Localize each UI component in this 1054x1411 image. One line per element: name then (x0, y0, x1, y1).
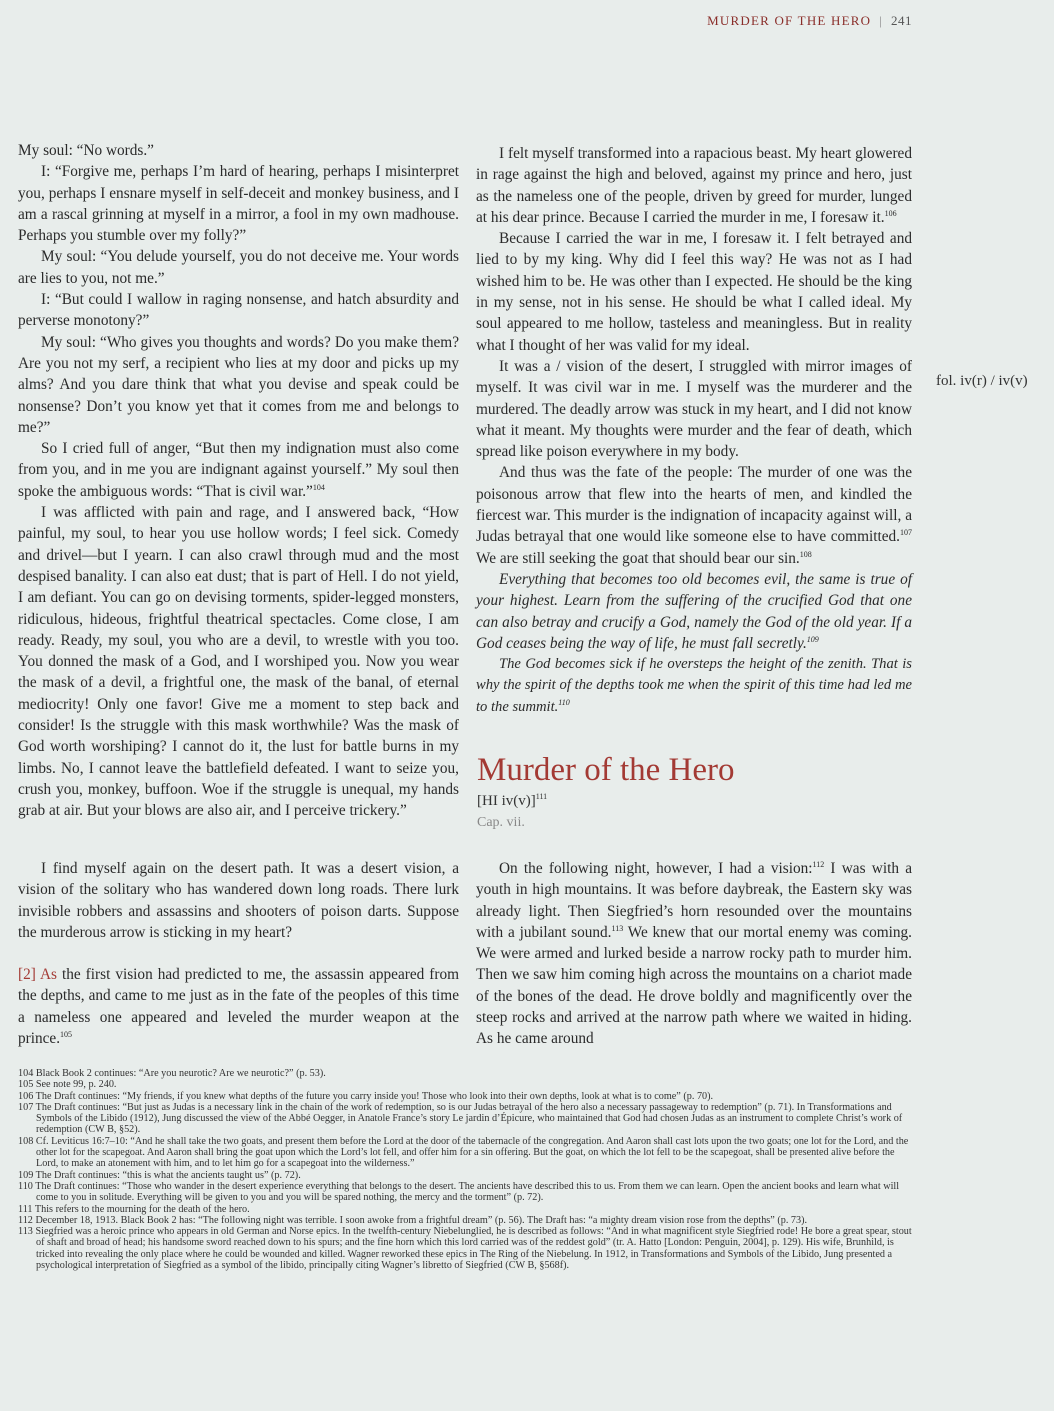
footnote: 106 The Draft continues: “My friends, if you knew what depths of the future you carry inside you! Those who look into their own depths, look at what is to come” (p. 70). (18, 1090, 714, 1102)
footnote-ref: 104 (312, 482, 325, 492)
footnote: 112 December 18, 1913. Black Book 2 has: “The following night was terrible. I soon awoke from a frightful dream” (p. 56). The Draft has: “a mighty dream vision rose from the depths” (p. 73). (18, 1214, 808, 1226)
footnote-ref: 106 (884, 208, 897, 218)
running-title: MURDER OF THE HERO (707, 13, 872, 28)
right-column-top (476, 143, 912, 718)
paragraph: My soul: “No words.” (18, 142, 154, 159)
footnote-ref: 113 (611, 923, 624, 933)
footnote-ref: 110 (558, 697, 570, 707)
left-column-bottom (18, 858, 459, 1049)
italic-paragraph: Everything that becomes too old becomes evil, the same is true of your highest. Learn from the suffering of the crucified God that one can also betray and crucify a God, namely the God of the old year. If a God ceases being the way of life, he must fall secretly.$^{109}$ (476, 570, 912, 652)
italic-paragraph: The God becomes sick if he oversteps the height of the zenith. That is why the spirit of the depths took me when the spirit of this time had led me to the summit.$^{110}$ (476, 656, 912, 715)
folio-margin-note: fol. iv(r) / iv(v) (936, 373, 1028, 389)
paragraph: And thus was the fate of the people: The murder of one was the poisonous arrow that flew into the hearts of men, and kindled the fiercest war. This murder is the indignation of incapacity against will, a Judas betrayal that one would like someone else to have committed.$^{107}$ We are still seeking the goat that should bear our sin.$^{108}$ (476, 464, 912, 567)
footnote-ref: 105 (60, 1029, 73, 1039)
left-column-top (18, 140, 459, 822)
footnote: 105 See note 99, p. 240. (18, 1079, 117, 1091)
page-number: 241 (891, 13, 912, 28)
paragraph: It was a / vision of the desert, I struggled with mirror images of myself. It was civil war in me. I myself was the murderer and the murdered. The deadly arrow was stuck in my heart, and I did not know what it meant. My thoughts were murder and the fear of death, which spread like poison everywhere in my body. (476, 357, 912, 461)
paragraph: My soul: “Who gives you thoughts and words? Do you make them? Are you not my serf, a recipient who lies at my door and picks up my alms? And you dare think that what you devise and speak could be nonsense? Don’t you know yet that it comes from me and belongs to me?” (18, 333, 459, 436)
footnote-ref: 112 (812, 859, 825, 869)
right-column-bottom (476, 858, 912, 1050)
paragraph: I felt myself transformed into a rapacious beast. My heart glowered in rage against the high and beloved, against my prince and hero, just as the nameless one of the people, driven by greed for murder, lunged at his dear prince. Because I carried the murder in me, I foresaw it.$^{106}$ (476, 145, 912, 226)
paragraph: My soul: “You delude yourself, you do not deceive me. Your words are lies to you, not me.” (18, 248, 459, 287)
section-source: [HI iv(v)]$^{111}$ (477, 792, 548, 809)
chapter-label: Cap. vii. (477, 815, 525, 830)
paragraph: I: “But could I wallow in raging nonsense, and hatch absurdity and perverse monotony?” (18, 291, 459, 330)
footnote: 111 This refers to the mourning for the death of the hero. (18, 1203, 250, 1215)
paragraph: [2] As the first vision had predicted to me, the assassin appeared from the depths, and came to me just as in the fate of the peoples of this time a nameless one appeared and leveled the murder weapon at the prince.$^{105}$ (18, 966, 459, 1048)
header-separator: | (879, 13, 883, 28)
paragraph: So I cried full of anger, “But then my indignation must also come from you, and in me you are indignant against yourself.” My soul then spoke the ambiguous words: “That is civil war.”$^{104}$ (18, 440, 459, 500)
running-header (707, 13, 912, 29)
footnote: 107 The Draft continues: “But just as Judas is a necessary link in the chain of the work of redemption, so is our Judas betrayal of the hero also a necessary passageway to redemption” (p. 71). In Transformations and Symbols of the Libido (1912), Jung discussed the view of the Abbé Oegger, in Anatole France’s story Le jardin d’Épicure, who maintained that God had chosen Judas as an instrument to complete Christ’s work of redemption (CW B, §52). (18, 1101, 903, 1136)
footnote: 109 The Draft continues: “this is what the ancients taught us” (p. 72). (18, 1169, 301, 1181)
paragraph: I was afflicted with pain and rage, and I answered back, “How painful, my soul, to hear you use hollow words; I feel sick. Comedy and drivel—but I yearn. I can also crawl through mud and the most despised banality. I can also eat dust; that is part of Hell. I do not yield, I am defiant. You can go on devising torments, spider-legged monsters, ridiculous, hideous, frightful theatrical spectacles. Come close, I am ready. Ready, my soul, you who are a devil, to wrestle with you too. You donned the mask of a God, and I worshiped you. Now you wear the mask of a devil, a frightful one, the mask of the banal, of eternal mediocrity! Only one favor! Give me a moment to step back and consider! Is the struggle with this mask worthwhile? Was the mask of God worth worshiping? I cannot do it, the lust for battle burns in my limbs. No, I cannot leave the battlefield defeated. I want to seize you, crush you, monkey, buffoon. Woe if the struggle is unequal, my hands grab at air. But your blows are also air, and I perceive trickery.” (18, 504, 459, 820)
footnote: 113 Siegfried was a heroic prince who appears in old German and Norse epics. In the twelfth-century Niebelunglied, he is described as follows: “And in what magnificent style Siegfried rode! He bore a great spear, stout of shaft and broad of head; his handsome sword reached down to his spurs; and the fine horn which this lord carried was of the reddest gold” (tr. A. Hatto [London: Penguin, 2004], p. 129). His wife, Brunhild, is tricked into revealing the only place where he could be wounded and killed. Wagner reworked these epics in The Ring of the Niebelung. In 1912, in Transformations and Symbols of the Libido, Jung presented a psychological interpretation of Siegfried as a symbol of the libido, principally citing Wagner’s libretto of Siegfried (CW B, §568f). (18, 1226, 912, 1272)
section-title: Murder of the Hero (477, 752, 735, 788)
footnote-ref: 107 (900, 528, 912, 538)
paragraph: Because I carried the war in me, I foresaw it. I felt betrayed and lied to by my king. Why did I feel this way? He was not as I had wished him to be. He was other than I expected. He should be the king in my sense, not in his sense. He should be what I called ideal. My soul appeared to me hollow, tasteless and meaningless. But in reality what I thought of her was valid for my ideal. (476, 230, 912, 354)
section-marker: [2] As (18, 966, 57, 984)
footnotes (18, 1068, 912, 1271)
footnote-ref: 108 (799, 549, 812, 559)
footnote: 110 The Draft continues: “Those who wander in the desert experience everything that belongs to the desert. The ancients have described this to us. From them we can learn. Open the ancient books and learn what will come to you in solitude. Everything will be given to you and you will be spared nothing, the mercy and the torment” (p. 72). (18, 1180, 900, 1204)
footnote: 108 Cf. Leviticus 16:7–10: “And he shall take the two goats, and present them before the Lord at the door of the tabernacle of the congregation. And Aaron shall cast lots upon the two goats; one lot for the Lord, and the other lot for the scapegoat. And Aaron shall bring the goat upon which the Lord’s lot fell, and offer him for a sin offering. But the goat, on which the lot fell to be the scapegoat, shall be presented alive before the Lord, to make an atonement with him, and to let him go for a scapegoat into the wilderness.” (18, 1135, 909, 1170)
paragraph: I: “Forgive me, perhaps I’m hard of hearing, perhaps I misinterpret you, perhaps I ensnare myself in self-deceit and monkey business, and I am a rascal grinning at myself in a mirror, a fool in my own madhouse. Perhaps you stumble over my folly?” (18, 163, 459, 245)
footnote-ref: 109 (806, 634, 819, 644)
footnote-ref: 111 (535, 792, 548, 801)
paragraph: On the following night, however, I had a vision:$^{112}$ I was with a youth in high mountains. It was before daybreak, the Eastern sky was already light. Then Siegfried’s horn resounded over the mountains with a jubilant sound.$^{113}$ We knew that our mortal enemy was coming. We were armed and lurked beside a narrow rocky path to murder him. Then we saw him coming high across the mountains on a chariot made of the bones of the dead. He drove boldly and magnificently over the steep rocks and arrived at the narrow path where we waited in hiding. As he came around (476, 859, 912, 1048)
paragraph: I find myself again on the desert path. It was a desert vision, a vision of the solitary who has wandered down long roads. There lurk invisible robbers and assassins and shooters of poison darts. Suppose the murderous arrow is sticking in my heart? (18, 860, 459, 941)
footnote: 104 Black Book 2 continues: “Are you neurotic? Are we neurotic?” (p. 53). (18, 1068, 326, 1079)
